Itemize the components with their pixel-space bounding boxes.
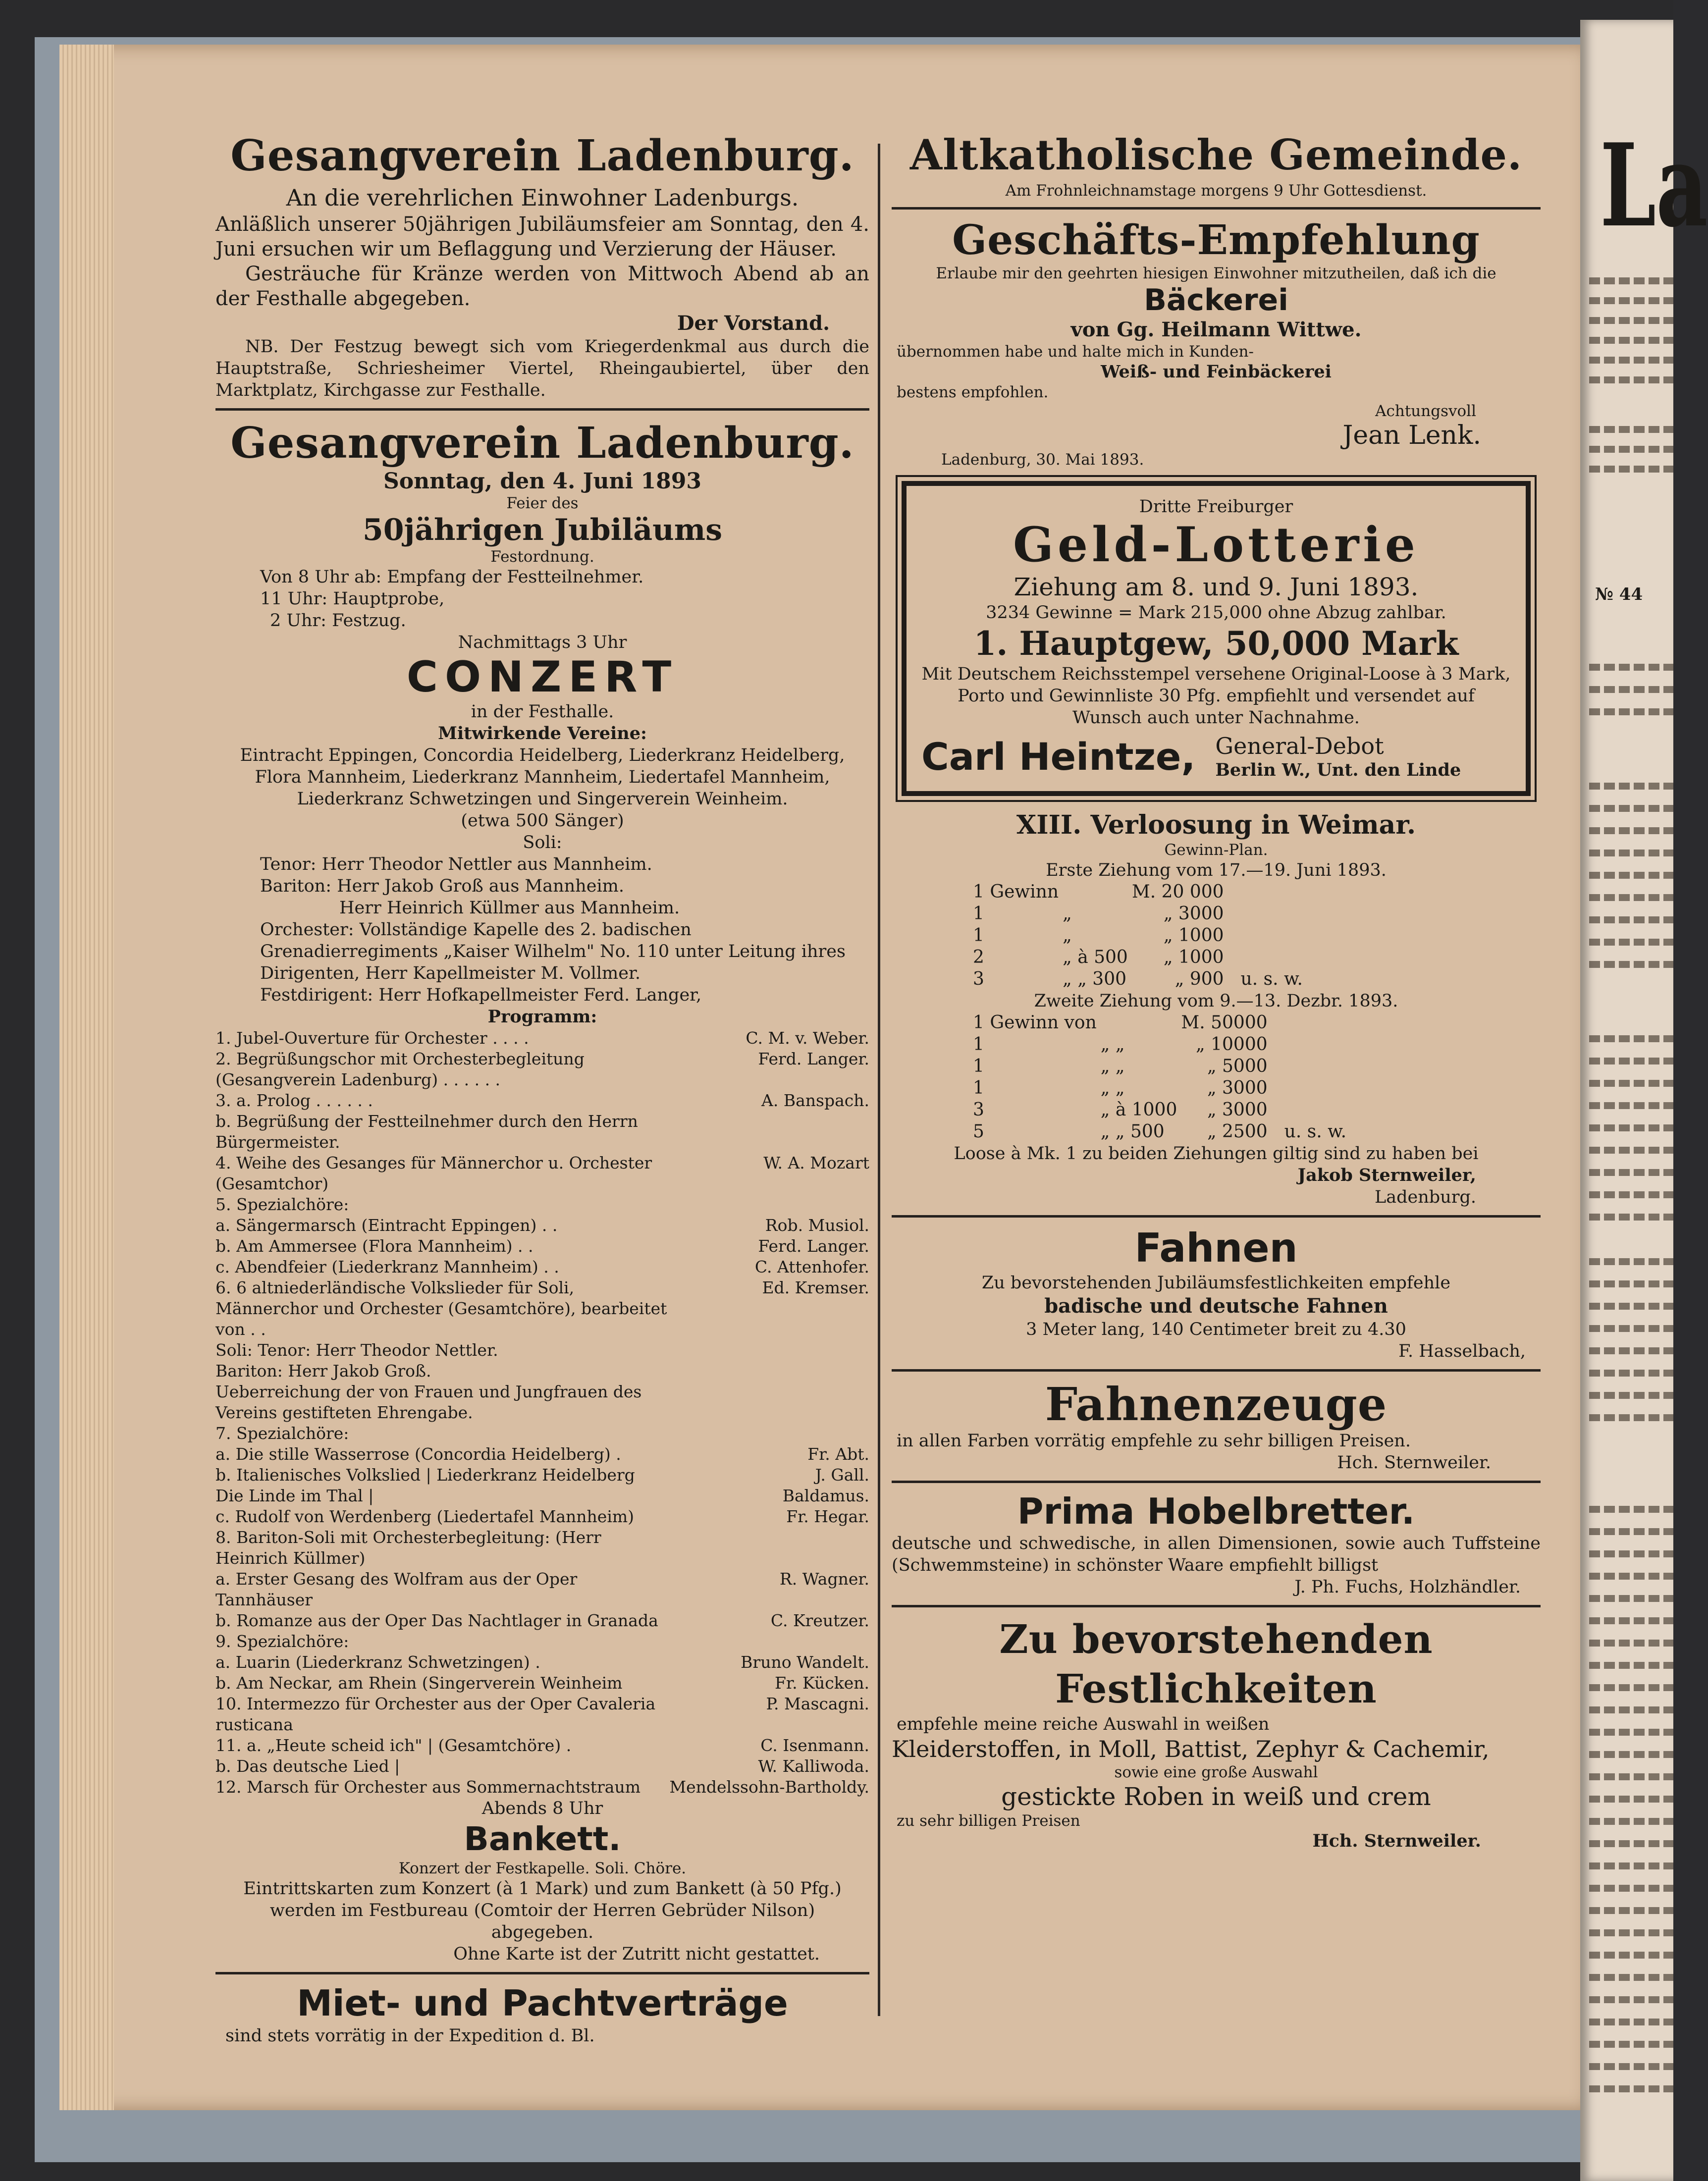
- program-text: b. Romanze aus der Oper Das Nachtlager in Granada: [215, 1611, 658, 1630]
- adjacent-masthead: La: [1600, 119, 1708, 253]
- program-item: [215, 1631, 869, 1652]
- prize-cell: 1: [973, 1034, 984, 1055]
- program-composer: Rob. Musiol.: [765, 1216, 869, 1235]
- prize-table-1: [971, 881, 1305, 990]
- program-text: 1. Jubel-Ouverture für Orchester . . . .: [215, 1028, 529, 1048]
- ad-text: Zu bevorstehenden Jubiläumsfestlichkeiten empfehle: [981, 1273, 1451, 1293]
- prize-cell: „ à 500: [1063, 947, 1128, 967]
- prize-cell: 1: [973, 925, 984, 946]
- program-composer: [669, 1527, 869, 1569]
- prize-cell: 1 Gewinn: [973, 882, 1059, 902]
- program-text: 5. Spezialchöre:: [215, 1195, 349, 1214]
- program-composer: Ferd. Langer.: [758, 1049, 869, 1068]
- ad-gesangverein-program: [215, 418, 869, 1965]
- ad-festive: [892, 1614, 1541, 1852]
- prize-cell: 3: [973, 969, 984, 989]
- venue: in der Festhalle.: [471, 702, 614, 722]
- program-item: [215, 1756, 869, 1777]
- ad-text: Weiß- und Feinbäckerei: [1101, 362, 1332, 382]
- lottery-vendor-address: [1215, 733, 1461, 781]
- program-text: 7. Spezialchöre:: [215, 1424, 349, 1443]
- program-item: [215, 1277, 869, 1340]
- program-text: b. Begrüßung der Festteilnehmer durch den Herrn Bürgermeister.: [215, 1112, 638, 1152]
- program-composer: Fr. Hegar.: [786, 1507, 869, 1526]
- page-edges: [59, 45, 114, 2110]
- ad-signer: Jean Lenk.: [1342, 421, 1481, 450]
- ad-signature: Der Vorstand.: [677, 312, 830, 335]
- ad-bakery: [892, 216, 1541, 469]
- prize-cell: M. 20 000: [1131, 882, 1224, 902]
- event-feier: Feier des: [506, 494, 579, 512]
- program-item: [215, 1382, 869, 1423]
- program-text: 6. 6 altniederländische Volkslieder für Soli, Männerchor und Orchester (Gesamtchöre), bearbeitet von . .: [215, 1278, 667, 1339]
- ad-title: Zu bevorstehenden Festlichkeiten: [999, 1616, 1433, 1712]
- ad-boards: [892, 1490, 1541, 1598]
- ad-text: badische und deutsche Fahnen: [1044, 1294, 1388, 1318]
- plan-heading: Gewinn-Plan.: [1164, 841, 1268, 859]
- separator: [215, 408, 869, 411]
- program-item: [215, 1090, 869, 1111]
- ad-title: Fahnen: [1134, 1225, 1298, 1271]
- ad-regards: Achtungsvoll: [1375, 402, 1476, 420]
- event-date: Sonntag, den 4. Juni 1893: [383, 469, 701, 494]
- prize-cell: „ 5000: [1207, 1056, 1268, 1076]
- ad-signer: Hch. Sternweiler.: [1312, 1831, 1481, 1851]
- lottery-vendor: Carl Heintze,: [921, 735, 1196, 779]
- prize-row: [971, 1012, 1348, 1034]
- program-composer: Mendelssohn-Bartholdy.: [669, 1777, 869, 1797]
- ad-subtitle: sind stets vorrätig in der Expedition d. Bl.: [225, 2026, 595, 2046]
- prize-cell: „ „: [1100, 1056, 1125, 1076]
- lottery-prizes: 3234 Gewinne = Mark 215,000 ohne Abzug zahlbar.: [986, 603, 1446, 623]
- ad-title: Gesangverein Ladenburg.: [230, 131, 854, 181]
- program-text: Bariton: Herr Jakob Groß.: [215, 1361, 431, 1381]
- ad-note: NB. Der Festzug bewegt sich vom Kriegerdenkmal aus durch die Hauptstraße, Schriesheimer Viertel, Rheingaubiertel, über den Marktplatz, Kirchgasse zur Festhalle.: [215, 337, 869, 400]
- ad-text: von Gg. Heilmann Wittwe.: [1070, 318, 1362, 341]
- program-heading: Programm:: [487, 1007, 597, 1027]
- afternoon-time: Nachmittags 3 Uhr: [458, 633, 627, 652]
- prize-row: [971, 903, 1305, 925]
- ad-flags: [892, 1224, 1541, 1362]
- ad-body: Anläßlich unserer 50jährigen Jubiläumsfeier am Sonntag, den 4. Juni ersuchen wir um Beflaggung und Verzierung der Häuser.: [215, 213, 869, 261]
- bakery-name: Bäckerei: [1144, 283, 1288, 318]
- program-text: b. Am Ammersee (Flora Mannheim) . .: [215, 1236, 534, 1256]
- program-composer: C. Kreutzer.: [770, 1611, 869, 1630]
- prize-cell: 1: [973, 1078, 984, 1098]
- ad-signer: Hch. Sternweiler.: [1337, 1453, 1491, 1473]
- adjacent-page: [1580, 20, 1708, 2181]
- prize-cell: „ 3000: [1207, 1100, 1268, 1120]
- prize-cell: [1226, 947, 1305, 968]
- program-text: a. Die stille Wasserrose (Concordia Heidelberg) .: [215, 1444, 621, 1464]
- prize-cell: „ 2500: [1207, 1121, 1268, 1142]
- program-text: a. Sängermarsch (Eintracht Eppingen) . .: [215, 1216, 558, 1235]
- program-composer: A. Banspach.: [761, 1091, 869, 1110]
- ad-signer: J. Ph. Fuchs, Holzhändler.: [1294, 1577, 1521, 1597]
- prize-cell: „ 1000: [1163, 947, 1224, 967]
- program-composer: [669, 1382, 869, 1423]
- program-text: b. Am Neckar, am Rhein (Singerverein Weinheim: [215, 1673, 623, 1693]
- program-text: 4. Weihe des Gesanges für Männerchor u. Orchester (Gesamtchor): [215, 1153, 652, 1193]
- ad-title: Fahnenzeuge: [1045, 1378, 1388, 1431]
- prize-cell: [1270, 1099, 1348, 1121]
- prize-cell: 3: [973, 1100, 984, 1120]
- program-item: [215, 1527, 869, 1569]
- prize-cell: „ 1000: [1163, 925, 1224, 946]
- prize-cell: „ „: [1100, 1034, 1125, 1055]
- program-text: 12. Marsch für Orchester aus Sommernachtstraum: [215, 1777, 641, 1797]
- program-composer: [669, 1194, 869, 1215]
- separator: [892, 1369, 1541, 1372]
- ad-date: Ladenburg, 30. Mai 1893.: [941, 451, 1144, 469]
- program-composer: C. Isenmann.: [760, 1736, 869, 1755]
- ad-weimar: [892, 810, 1541, 1208]
- program-item: [215, 1111, 869, 1153]
- prize-cell: [1270, 1012, 1348, 1034]
- program-text: a. Erster Gesang des Wolfram aus der Oper Tannhäuser: [215, 1569, 578, 1609]
- clubs-heading: Mitwirkende Vereine:: [438, 723, 647, 744]
- prize-cell: „ 900: [1174, 969, 1224, 989]
- program-composer: C. Attenhofer.: [754, 1257, 869, 1277]
- prize-row: [971, 968, 1305, 990]
- program-text: Die Linde im Thal |: [215, 1486, 374, 1505]
- program-text: 8. Bariton-Soli mit Orchesterbegleitung: (Herr Heinrich Küllmer): [215, 1528, 601, 1568]
- program-text: b. Das deutsche Lied |: [215, 1756, 400, 1776]
- program-item: [215, 1735, 869, 1756]
- orchestra: Orchester: Vollständige Kapelle des 2. badischen Grenadierregiments „Kaiser Wilhelm" No. 110 unter Leitung ihres Dirigenten, Herr Kapellmeister M. Vollmer.: [260, 920, 846, 983]
- program-text: 2. Begrüßungschor mit Orchesterbegleitung (Gesangverein Ladenburg) . . . . . .: [215, 1049, 585, 1089]
- prize-cell: 5: [973, 1121, 984, 1142]
- program-item: [215, 1652, 869, 1673]
- soloist: Tenor: Herr Theodor Nettler aus Mannheim.: [260, 854, 652, 874]
- ad-title: Gesangverein Ladenburg.: [230, 418, 854, 468]
- prize-row: [971, 1121, 1348, 1143]
- ad-body: Gesträuche für Kränze werden von Mittwoch Abend ab an der Festhalle abgegeben.: [215, 263, 869, 310]
- ticket-info: Eintrittskarten zum Konzert (à 1 Mark) und zum Bankett (à 50 Pfg.) werden im Festbureau (Comtoir der Herren Gebrüder Nilson) abgegeben.: [243, 1879, 842, 1942]
- second-draw: Zweite Ziehung vom 9.—13. Dezbr. 1893.: [1034, 991, 1398, 1011]
- evening-time: Abends 8 Uhr: [481, 1799, 603, 1818]
- program-item: [215, 1486, 869, 1506]
- program-item: [215, 1423, 869, 1444]
- lottery-draw: Ziehung am 8. und 9. Juni 1893.: [1014, 573, 1419, 601]
- program-item: [215, 1194, 869, 1215]
- prize-cell: 1 Gewinn von: [973, 1012, 1097, 1033]
- program-item: [215, 1569, 869, 1610]
- prize-cell: [1270, 1056, 1348, 1077]
- program-composer: J. Gall.: [815, 1465, 869, 1485]
- program-text: 3. a. Prolog . . . . . .: [215, 1091, 373, 1110]
- right-column: [892, 129, 1541, 1852]
- lottery-desc: Mit Deutschem Reichsstempel versehene Original-Loose à 3 Mark, Porto und Gewinnliste 30 Pfg. empfiehlt und versendet auf Wunsch auch unter Nachnahme.: [921, 664, 1511, 728]
- program-composer: Fr. Kücken.: [775, 1673, 869, 1693]
- prize-cell: 1: [973, 904, 984, 924]
- ad-text: Erlaube mir den geehrten hiesigen Einwohner mitzutheilen, daß ich die: [936, 265, 1496, 282]
- program-composer: Bruno Wandelt.: [741, 1652, 869, 1672]
- program-text: b. Italienisches Volkslied | Liederkranz Heidelberg: [215, 1465, 635, 1485]
- clubs-list: Eintracht Eppingen, Concordia Heidelberg, Liederkranz Heidelberg, Flora Mannheim, Liederkranz Mannheim, Liedertafel Mannheim, Liederkranz Schwetzingen und Singerverein Weinheim.: [240, 745, 845, 809]
- ad-church: [892, 129, 1541, 200]
- ad-title: Prima Hobelbretter.: [1017, 1490, 1415, 1532]
- prize-cell: „ 3000: [1207, 1078, 1268, 1098]
- prize-cell: [1099, 1012, 1179, 1034]
- program-composer: [669, 1423, 869, 1444]
- prize-cell: „ „: [1100, 1078, 1125, 1098]
- banquet-heading: Bankett.: [464, 1820, 621, 1858]
- ad-subtitle: Am Frohnleichnamstage morgens 9 Uhr Gottesdienst.: [1005, 182, 1427, 200]
- entry-note: Ohne Karte ist der Zutritt nicht gestattet.: [453, 1944, 820, 1964]
- festordnung: Festordnung.: [490, 548, 594, 566]
- conductor: Festdirigent: Herr Hofkapellmeister Ferd. Langer,: [260, 985, 702, 1005]
- ad-flag-cloth: [892, 1379, 1541, 1474]
- program-text: 9. Spezialchöre:: [215, 1632, 349, 1651]
- program-composer: Ed. Kremser.: [762, 1278, 869, 1297]
- ad-text: in allen Farben vorrätig empfehle zu sehr billigen Preisen.: [897, 1431, 1411, 1451]
- program-composer: W. Kalliwoda.: [758, 1756, 869, 1776]
- ad-text: übernommen habe und halte mich in Kunden-: [897, 343, 1254, 361]
- prize-row: [971, 925, 1305, 947]
- prize-row: [971, 1034, 1348, 1056]
- ad-title: XIII. Verloosung in Weimar.: [1016, 810, 1416, 840]
- prize-cell: [1270, 1034, 1348, 1056]
- first-draw: Erste Ziehung vom 17.—19. Juni 1893.: [1046, 860, 1387, 880]
- program-item: [215, 1257, 869, 1277]
- separator: [892, 1605, 1541, 1607]
- adjacent-issue-number: № 44: [1595, 585, 1643, 604]
- program-item: [215, 1153, 869, 1194]
- separator: [892, 207, 1541, 210]
- prize-row: [971, 1077, 1348, 1099]
- prize-cell: 1: [973, 1056, 984, 1076]
- lottery-pre: Dritte Freiburger: [1139, 497, 1293, 517]
- loose-info: Loose à Mk. 1 zu beiden Ziehungen giltig sind zu haben bei: [954, 1144, 1479, 1164]
- program-item: [215, 1361, 869, 1382]
- prize-cell: „ „ 500: [1100, 1121, 1165, 1142]
- program-composer: Ferd. Langer.: [758, 1236, 869, 1256]
- program-composer: W. A. Mozart: [763, 1153, 869, 1172]
- program-text: 11. a. „Heute scheid ich" | (Gesamtchöre) .: [215, 1736, 572, 1755]
- ad-signer: F. Hasselbach,: [1398, 1341, 1526, 1361]
- prize-row: [971, 1056, 1348, 1077]
- program-composer: [669, 1340, 869, 1361]
- prize-cell: [1226, 925, 1305, 947]
- prize-cell: M. 50000: [1181, 1012, 1268, 1033]
- schedule-item: 2 Uhr: Festzug.: [270, 611, 406, 631]
- schedule-item: 11 Uhr: Hauptprobe,: [260, 589, 445, 609]
- soli-heading: Soli:: [523, 833, 562, 852]
- program-text: Ueberreichung der von Frauen und Jungfrauen des Vereins gestifteten Ehrengabe.: [215, 1382, 642, 1422]
- separator: [215, 1972, 869, 1974]
- ad-title: Altkatholische Gemeinde.: [909, 130, 1523, 179]
- lottery-main-prize: 1. Hauptgew, 50,000 Mark: [973, 624, 1459, 663]
- program-composer: [669, 1631, 869, 1652]
- soloist: Bariton: Herr Jakob Groß aus Mannheim.: [260, 876, 624, 896]
- program-composer: [669, 1111, 869, 1153]
- program-text: a. Luarin (Liederkranz Schwetzingen) .: [215, 1652, 540, 1672]
- prize-cell: „ „ 300: [1063, 969, 1127, 989]
- prize-row: [971, 881, 1305, 903]
- program-item: [215, 1028, 869, 1049]
- ad-text: 3 Meter lang, 140 Centimeter breit zu 4.30: [1026, 1320, 1406, 1339]
- prize-cell: u. s. w.: [1284, 1121, 1347, 1142]
- ad-text: Kleiderstoffen, in Moll, Battist, Zephyr & Cachemir,: [892, 1736, 1490, 1762]
- program-list: [215, 1028, 869, 1798]
- prize-row: [971, 947, 1305, 968]
- prize-cell: 2: [973, 947, 984, 967]
- prize-cell: „: [1063, 904, 1072, 924]
- program-text: c. Abendfeier (Liederkranz Mannheim) . .: [215, 1257, 559, 1277]
- program-item: [215, 1673, 869, 1694]
- schedule-item: Von 8 Uhr ab: Empfang der Festteilnehmer.: [260, 567, 644, 587]
- vendor-line: Berlin W., Unt. den Linde: [1215, 760, 1461, 780]
- banquet-detail: Konzert der Festkapelle. Soli. Chöre.: [398, 1860, 687, 1877]
- prize-cell: „ à 1000: [1100, 1100, 1177, 1120]
- prize-cell: [1061, 881, 1130, 903]
- program-composer: P. Mascagni.: [766, 1694, 869, 1713]
- prize-table-2: [971, 1012, 1348, 1143]
- program-text: c. Rudolf von Werdenberg (Liedertafel Mannheim): [215, 1507, 635, 1526]
- ad-title: Geld-Lotterie: [1013, 517, 1419, 573]
- program-item: [215, 1694, 869, 1735]
- prize-cell: [1226, 903, 1305, 925]
- prize-cell: [1270, 1077, 1348, 1099]
- program-item: [215, 1777, 869, 1798]
- prize-cell: u. s. w.: [1240, 969, 1303, 989]
- ad-title: Miet- und Pachtverträge: [297, 1982, 788, 2024]
- ad-text: zu sehr billigen Preisen: [897, 1812, 1080, 1830]
- lottery-vendor-row: [921, 733, 1511, 781]
- program-text: Soli: Tenor: Herr Theodor Nettler.: [215, 1340, 498, 1360]
- ad-signer: Jakob Sternweiler,: [1297, 1165, 1476, 1185]
- prize-cell: „: [1063, 925, 1072, 946]
- singer-count: (etwa 500 Sänger): [461, 811, 624, 831]
- column-divider: [878, 144, 880, 2016]
- left-column: [215, 129, 869, 2047]
- program-item: [215, 1049, 869, 1090]
- prize-cell: „ 10000: [1196, 1034, 1268, 1055]
- program-composer: C. M. v. Weber.: [746, 1028, 869, 1048]
- ad-text: empfehle meine reiche Auswahl in weißen: [897, 1714, 1270, 1734]
- program-composer: Fr. Abt.: [807, 1444, 869, 1464]
- ad-text: sowie eine große Auswahl: [1114, 1763, 1318, 1781]
- program-item: [215, 1444, 869, 1465]
- ad-lottery: [902, 481, 1531, 796]
- ad-text: bestens empfohlen.: [897, 383, 1049, 401]
- program-item: [215, 1215, 869, 1236]
- program-composer: R. Wagner.: [779, 1569, 869, 1589]
- program-item: [215, 1236, 869, 1257]
- program-composer: [669, 1361, 869, 1382]
- program-item: [215, 1340, 869, 1361]
- prize-row: [971, 1099, 1348, 1121]
- ad-place: Ladenburg.: [1375, 1187, 1476, 1207]
- program-composer: Baldamus.: [782, 1486, 869, 1505]
- ad-salutation: An die verehrlichen Einwohner Ladenburgs.: [286, 184, 799, 211]
- program-item: [215, 1465, 869, 1486]
- prize-cell: [1226, 881, 1305, 903]
- program-item: [215, 1506, 869, 1527]
- separator: [892, 1215, 1541, 1218]
- ad-gesangverein-notice: [215, 129, 869, 401]
- separator: [892, 1481, 1541, 1483]
- program-item: [215, 1610, 869, 1631]
- program-text: 10. Intermezzo für Orchester aus der Oper Cavaleria rusticana: [215, 1694, 656, 1734]
- ad-text: deutsche und schwedische, in allen Dimensionen, sowie auch Tuffsteine (Schwemmsteine) in schönster Waare empfiehlt billigst: [892, 1534, 1541, 1575]
- ad-title: Geschäfts-Empfehlung: [952, 216, 1480, 264]
- ad-text: gestickte Roben in weiß und crem: [1001, 1782, 1431, 1811]
- concert-heading: CONZERT: [406, 652, 679, 702]
- prize-cell: „ 3000: [1163, 904, 1224, 924]
- ad-contracts: [215, 1981, 869, 2047]
- soloist: Herr Heinrich Küllmer aus Mannheim.: [339, 898, 680, 918]
- jubilee-title: 50jährigen Jubiläums: [362, 513, 723, 547]
- vendor-line: General-Debot: [1215, 733, 1384, 759]
